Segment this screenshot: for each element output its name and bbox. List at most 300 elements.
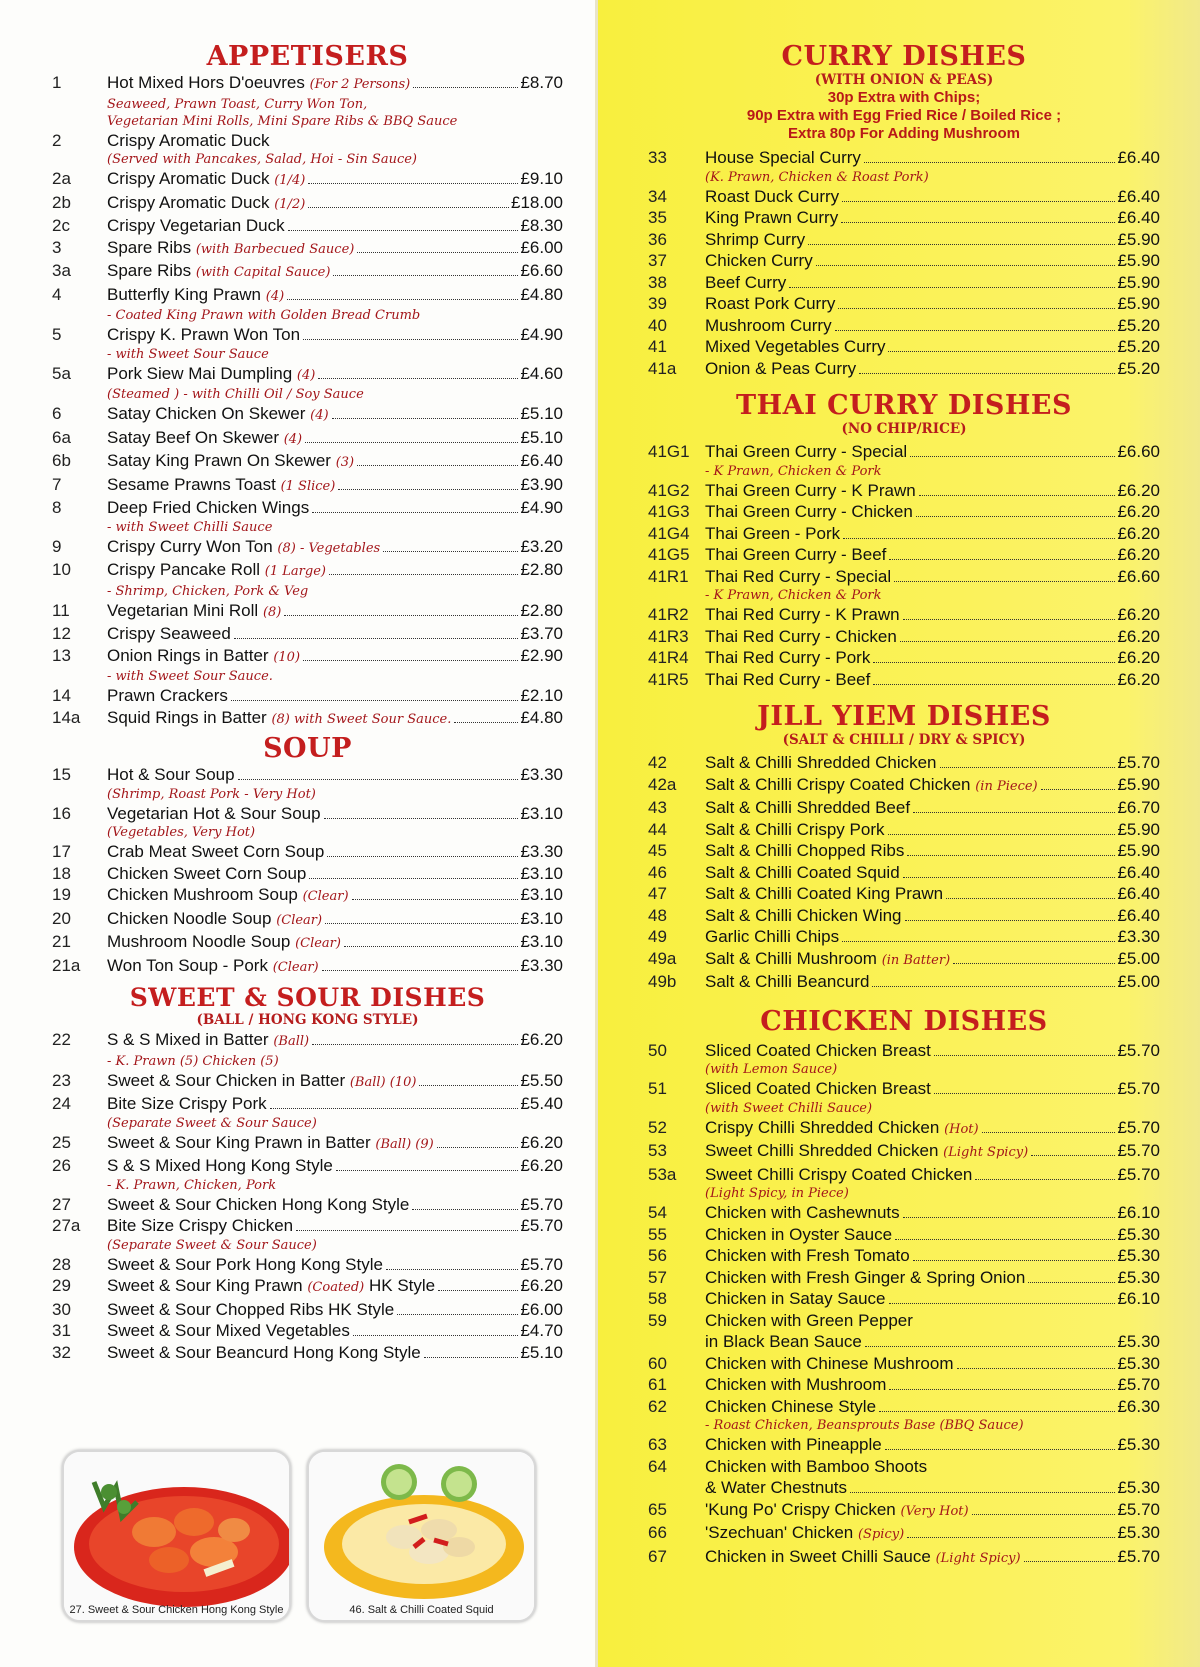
item-price: £5.90 xyxy=(1117,251,1160,270)
item-number: 41R3 xyxy=(648,626,689,646)
item-number: 16 xyxy=(52,803,71,823)
appetisers-list xyxy=(52,72,563,730)
item-name-text: Crispy Seaweed xyxy=(107,624,231,643)
item-name-text: Crispy Vegetarian Duck xyxy=(107,216,285,235)
item-name xyxy=(705,840,904,862)
thai-subheading: (NO CHIP/RICE) xyxy=(841,421,967,437)
item-name-text: Shrimp Curry xyxy=(705,229,806,249)
item-name-text: Thai Red Curry - Special xyxy=(705,566,892,586)
leader-dots xyxy=(913,1260,1116,1261)
item-price: £5.70 xyxy=(520,1216,563,1235)
item-name xyxy=(705,480,916,502)
item-number: 12 xyxy=(52,624,71,643)
menu-item xyxy=(648,1164,1160,1186)
item-price: £3.10 xyxy=(520,908,563,928)
item-number: 27a xyxy=(52,1216,81,1235)
item-note: (1 Slice) xyxy=(280,478,336,494)
leader-dots xyxy=(231,700,519,701)
leader-dots xyxy=(270,1108,519,1109)
menu-item xyxy=(52,623,563,645)
leader-dots xyxy=(288,230,519,231)
item-name xyxy=(107,908,322,932)
item-price: £5.10 xyxy=(520,427,563,447)
item-note: (Ball) (9) xyxy=(375,1136,434,1152)
item-note: (3) xyxy=(335,455,355,470)
item-name-text: Pork Siew Mai Dumpling xyxy=(107,363,293,383)
item-name xyxy=(107,1254,383,1276)
item-name xyxy=(107,884,349,908)
leader-dots xyxy=(284,615,518,616)
item-name-text: Salt & Chilli Chicken Wing xyxy=(705,905,902,925)
item-description: (with Lemon Sauce) xyxy=(705,1062,838,1077)
item-number: 29 xyxy=(52,1276,71,1295)
leader-dots xyxy=(888,351,1115,352)
menu-item xyxy=(648,926,1160,948)
menu-item xyxy=(648,647,1160,669)
soup-heading: SOUP xyxy=(263,733,352,764)
item-price: £6.20 xyxy=(1117,605,1160,624)
leader-dots xyxy=(841,222,1115,223)
item-name xyxy=(107,863,306,885)
item-name xyxy=(705,1456,927,1478)
item-description: - Roast Chicken, Beansprouts Base (BBQ Sauce) xyxy=(705,1418,1024,1433)
item-name-text: Salt & Chilli Mushroom xyxy=(705,948,877,968)
item-name xyxy=(705,669,870,691)
photo-caption-right: 46. Salt & Chilli Coated Squid xyxy=(349,1604,494,1616)
item-name xyxy=(107,645,300,669)
leader-dots xyxy=(842,201,1115,202)
menu-item xyxy=(648,250,1160,272)
item-name-text: Sweet Chilli Shredded Chicken xyxy=(705,1141,939,1160)
item-number: 61 xyxy=(648,1375,667,1394)
leader-dots xyxy=(903,877,1116,878)
menu-item xyxy=(648,1522,1160,1546)
item-name-text: S & S Mixed Hong Kong Style xyxy=(107,1156,333,1175)
item-name xyxy=(705,441,907,463)
leader-dots xyxy=(913,812,1115,813)
menu-item xyxy=(52,215,563,237)
item-name-text: Crab Meat Sweet Corn Soup xyxy=(107,842,325,861)
menu-item xyxy=(648,840,1160,862)
item-price: £5.30 xyxy=(1117,1246,1160,1265)
item-price: £3.10 xyxy=(520,885,563,904)
menu-item xyxy=(648,147,1160,169)
item-price: £8.70 xyxy=(520,73,563,92)
item-number: 59 xyxy=(648,1310,667,1330)
item-number: 21 xyxy=(52,932,71,951)
item-number: 6a xyxy=(52,427,71,447)
item-name xyxy=(107,623,231,645)
menu-item-continued xyxy=(648,1331,1160,1353)
menu-item xyxy=(52,1070,563,1094)
item-number: 2c xyxy=(52,216,70,235)
item-name xyxy=(107,803,321,825)
item-price: £3.10 xyxy=(520,932,563,951)
menu-item xyxy=(52,403,563,427)
item-price: £5.70 xyxy=(1117,753,1160,772)
menu-item xyxy=(648,480,1160,502)
item-price: £2.10 xyxy=(520,686,563,705)
item-name xyxy=(107,192,305,216)
leader-dots xyxy=(975,1179,1115,1180)
menu-item xyxy=(648,604,1160,626)
item-name-text: Chicken in Oyster Sauce xyxy=(705,1224,893,1244)
item-name xyxy=(107,559,326,583)
leader-dots xyxy=(383,551,518,552)
menu-item xyxy=(52,1155,563,1177)
leader-dots xyxy=(879,1411,1115,1412)
curry-heading: CURRY DISHES xyxy=(781,41,1027,72)
item-price: £3.90 xyxy=(520,474,563,494)
menu-item xyxy=(648,971,1160,993)
leader-dots xyxy=(238,779,519,780)
item-price: £5.00 xyxy=(1117,948,1160,968)
leader-dots xyxy=(808,244,1115,245)
leader-dots xyxy=(312,512,518,513)
item-number: 7 xyxy=(52,474,62,494)
menu-item xyxy=(52,764,563,786)
item-name-text: Sweet & Sour Beancurd Hong Kong Style xyxy=(107,1342,421,1362)
item-price: £4.60 xyxy=(520,363,563,383)
item-name xyxy=(705,774,1038,798)
leader-dots xyxy=(397,1314,518,1315)
left-column xyxy=(0,0,598,1667)
item-note: (in Piece) xyxy=(975,778,1038,794)
leader-dots xyxy=(303,660,518,661)
item-note: (Clear) xyxy=(272,959,319,975)
item-name-text: Bite Size Crispy Pork xyxy=(107,1094,267,1113)
item-price: £4.90 xyxy=(520,498,563,517)
item-number: 41R1 xyxy=(648,566,689,586)
item-name-text: Salt & Chilli Coated Squid xyxy=(705,862,900,882)
item-name-text: Chicken with Fresh Ginger & Spring Onion xyxy=(705,1267,1026,1287)
menu-item xyxy=(648,905,1160,927)
menu-item xyxy=(648,862,1160,884)
item-name xyxy=(107,955,319,979)
item-number: 46 xyxy=(648,862,667,882)
item-price: £5.70 xyxy=(520,1194,563,1214)
item-name xyxy=(107,841,324,863)
menu-item xyxy=(648,566,1160,588)
item-name-text: Salt & Chilli Crispy Pork xyxy=(705,819,885,839)
menu-item xyxy=(52,1093,563,1115)
item-description: - with Sweet Sour Sauce xyxy=(107,346,269,362)
leader-dots xyxy=(1031,1155,1115,1156)
item-name-text: Beef Curry xyxy=(705,272,787,292)
leader-dots xyxy=(903,1217,1116,1218)
item-name xyxy=(705,1140,1028,1164)
item-number: 43 xyxy=(648,798,667,817)
item-name xyxy=(705,1546,1021,1570)
item-name-text: Satay Beef On Skewer xyxy=(107,427,279,447)
item-number: 2 xyxy=(52,130,62,150)
item-name-text: Spare Ribs xyxy=(107,261,192,280)
item-description: - Coated King Prawn with Golden Bread Crumb xyxy=(107,308,421,323)
menu-item xyxy=(52,1275,563,1299)
item-number: 41G3 xyxy=(648,502,690,521)
item-price: £6.40 xyxy=(1117,208,1160,227)
item-number: 5 xyxy=(52,325,62,344)
thai-heading: THAI CURRY DISHES xyxy=(736,390,1072,421)
leader-dots xyxy=(308,183,518,184)
item-note: (1/2) xyxy=(274,196,306,212)
menu-item xyxy=(52,284,563,308)
menu-item xyxy=(52,1194,563,1216)
leader-dots xyxy=(234,638,519,639)
item-price: £5.30 xyxy=(1117,1267,1160,1287)
item-name xyxy=(107,497,309,519)
item-price: £6.60 xyxy=(1117,442,1160,461)
item-number: 50 xyxy=(648,1040,667,1060)
leader-dots xyxy=(972,1514,1116,1515)
leader-dots xyxy=(1024,1561,1116,1562)
menu-item xyxy=(648,1374,1160,1396)
menu-item xyxy=(648,1288,1160,1310)
item-name-text: Salt & Chilli Crispy Coated Chicken xyxy=(705,774,971,794)
item-name xyxy=(705,1434,882,1456)
item-price: £9.10 xyxy=(520,169,563,188)
item-number: 41G2 xyxy=(648,480,690,500)
sweet-sour-list xyxy=(52,1029,563,1363)
item-price: £5.30 xyxy=(1117,1478,1160,1497)
leader-dots xyxy=(318,378,518,379)
leader-dots xyxy=(903,619,1116,620)
item-name xyxy=(705,1164,972,1186)
item-number: 51 xyxy=(648,1079,667,1098)
item-name-text: Salt & Chilli Chopped Ribs xyxy=(705,841,905,860)
item-price: £2.80 xyxy=(520,560,563,579)
item-price: £6.40 xyxy=(1117,884,1160,903)
item-description: (Served with Pancakes, Salad, Hoi - Sin Sauce) xyxy=(107,152,417,167)
item-number: 24 xyxy=(52,1094,71,1113)
item-price: £5.10 xyxy=(520,1342,563,1362)
item-description: (Shrimp, Roast Pork - Very Hot) xyxy=(107,786,316,802)
item-price: £3.30 xyxy=(1117,927,1160,946)
item-price: £5.90 xyxy=(1117,841,1160,860)
item-name xyxy=(705,544,886,566)
item-name xyxy=(705,1040,931,1062)
item-name xyxy=(107,1320,350,1342)
item-price: £6.00 xyxy=(520,1299,563,1319)
chicken-list xyxy=(648,1040,1160,1570)
leader-dots xyxy=(789,287,1115,288)
leader-dots xyxy=(910,456,1115,457)
item-name-text: Thai Green Curry - Chicken xyxy=(705,502,913,521)
leader-dots xyxy=(322,970,519,971)
item-number: 30 xyxy=(52,1299,71,1319)
item-number: 26 xyxy=(52,1156,71,1175)
item-name-text: Crispy Curry Won Ton xyxy=(107,536,273,556)
jill-yiem-heading: JILL YIEM DISHES xyxy=(757,701,1051,732)
item-name xyxy=(705,1224,892,1246)
item-name-text: Crispy Pancake Roll xyxy=(107,560,261,579)
item-number: 42 xyxy=(648,753,667,772)
item-number: 42a xyxy=(648,774,677,794)
item-number: 41G4 xyxy=(648,523,690,543)
menu-item xyxy=(52,1132,563,1156)
item-name xyxy=(705,1374,886,1396)
item-name-text: Salt & Chilli Shredded Chicken xyxy=(705,753,937,772)
item-name xyxy=(107,1194,409,1216)
item-price: £4.70 xyxy=(520,1321,563,1340)
item-price: £6.60 xyxy=(520,261,563,280)
item-name xyxy=(705,883,943,905)
item-number: 56 xyxy=(648,1246,667,1265)
item-number: 53 xyxy=(648,1141,667,1160)
item-name-text: Onion & Peas Curry xyxy=(705,358,857,378)
item-name-text: Crispy Aromatic Duck xyxy=(107,192,270,212)
item-name xyxy=(107,324,300,346)
menu-item xyxy=(52,1342,563,1364)
item-name xyxy=(705,1353,954,1375)
item-price: £5.30 xyxy=(1117,1332,1160,1351)
item-name-text: 'Szechuan' Chicken xyxy=(705,1523,854,1542)
leader-dots xyxy=(333,275,518,276)
item-name xyxy=(107,1342,421,1364)
item-price: £5.70 xyxy=(520,1254,563,1274)
item-name xyxy=(705,797,910,819)
item-name-text: Bite Size Crispy Chicken xyxy=(107,1216,294,1235)
leader-dots xyxy=(1041,789,1116,790)
item-name xyxy=(705,336,885,358)
item-name xyxy=(107,237,354,261)
item-note: (Spicy) xyxy=(857,1527,905,1542)
item-number: 53a xyxy=(648,1164,677,1184)
menu-item xyxy=(648,1546,1160,1570)
item-name-text: Sliced Coated Chicken Breast xyxy=(705,1079,931,1098)
item-number: 62 xyxy=(648,1396,667,1416)
item-price: £6.40 xyxy=(520,451,563,470)
item-number: 52 xyxy=(648,1117,667,1137)
item-name xyxy=(107,215,285,237)
item-price: £6.20 xyxy=(520,1132,563,1152)
item-price: £5.90 xyxy=(1117,774,1160,794)
menu-item xyxy=(648,358,1160,380)
item-note: (with Capital Sauce) xyxy=(195,265,331,280)
item-number: 34 xyxy=(648,186,667,206)
item-name-text: Salt & Chilli Beancurd xyxy=(705,972,870,991)
menu-item xyxy=(648,315,1160,337)
item-name xyxy=(705,1117,979,1141)
item-number: 41G1 xyxy=(648,442,690,461)
menu-item xyxy=(52,72,563,96)
item-name-text: Spare Ribs xyxy=(107,237,192,257)
item-price: £5.90 xyxy=(1117,272,1160,292)
jill-yiem-list xyxy=(648,752,1160,993)
leader-dots xyxy=(336,1170,519,1171)
item-name xyxy=(107,931,341,955)
item-description: - K. Prawn (5) Chicken (5) xyxy=(107,1053,279,1069)
item-note: (8) - Vegetables xyxy=(277,540,381,556)
item-name xyxy=(705,1078,931,1100)
item-price: £8.30 xyxy=(520,216,563,235)
item-name-text: Salt & Chilli Coated King Prawn xyxy=(705,884,944,903)
item-price: £5.90 xyxy=(1117,819,1160,839)
item-number: 63 xyxy=(648,1435,667,1454)
item-name xyxy=(107,1093,267,1115)
item-name xyxy=(705,1310,913,1332)
leader-dots xyxy=(900,641,1116,642)
jill-yiem-subheading: (SALT & CHILLI / DRY & SPICY) xyxy=(782,732,1026,748)
item-price: £4.80 xyxy=(520,707,563,727)
menu-item xyxy=(52,237,563,261)
item-name-text: Butterfly King Prawn xyxy=(107,284,262,304)
menu-item xyxy=(52,130,563,152)
item-note: (Hot) xyxy=(944,1121,979,1137)
item-number: 6b xyxy=(52,451,71,470)
item-name-text: Thai Red Curry - Pork xyxy=(705,648,871,667)
menu-item xyxy=(648,797,1160,819)
leader-dots xyxy=(287,299,518,300)
item-name xyxy=(705,315,832,337)
item-name xyxy=(705,752,937,774)
item-description: (with Sweet Chilli Sauce) xyxy=(705,1100,873,1116)
salt-chilli-squid-image xyxy=(309,1452,534,1620)
item-note: (4) xyxy=(310,408,329,423)
item-name xyxy=(107,363,315,387)
item-price: £3.70 xyxy=(520,624,563,643)
leader-dots xyxy=(850,1492,1115,1493)
item-price: £6.20 xyxy=(1117,502,1160,521)
item-note: (4) xyxy=(296,367,316,383)
leader-dots xyxy=(424,1357,519,1358)
item-number: 31 xyxy=(52,1321,71,1340)
item-number: 27 xyxy=(52,1194,71,1214)
item-number: 38 xyxy=(648,272,667,292)
item-name xyxy=(705,1202,900,1224)
photo-sweet-sour-chicken xyxy=(62,1450,291,1622)
item-description: - K Prawn, Chicken & Pork xyxy=(705,588,882,603)
menu-item xyxy=(648,544,1160,566)
leader-dots xyxy=(894,581,1115,582)
menu-item xyxy=(52,192,563,216)
menu-item xyxy=(648,1396,1160,1418)
item-name-text: Deep Fried Chicken Wings xyxy=(107,498,310,517)
item-name xyxy=(107,474,335,498)
item-number: 19 xyxy=(52,885,71,904)
item-name-text: Thai Green Curry - Special xyxy=(705,442,908,461)
item-name-text: Satay King Prawn On Skewer xyxy=(107,451,331,470)
item-price: £6.40 xyxy=(1117,862,1160,882)
leader-dots xyxy=(907,1537,1115,1538)
leader-dots xyxy=(889,1389,1115,1390)
curry-note-2: 90p Extra with Egg Fried Rice / Boiled Rice ; xyxy=(746,107,1062,124)
menu-item xyxy=(52,1215,563,1237)
item-name xyxy=(107,1070,416,1094)
item-price: £5.40 xyxy=(520,1094,563,1113)
item-name-text: Chicken in Sweet Chilli Sauce xyxy=(705,1546,931,1566)
item-name-text: Sliced Coated Chicken Breast xyxy=(705,1040,931,1060)
item-name xyxy=(705,626,897,648)
leader-dots xyxy=(940,767,1116,768)
leader-dots xyxy=(889,1303,1116,1304)
item-description: (Separate Sweet & Sour Sauce) xyxy=(107,1115,317,1131)
leader-dots xyxy=(916,516,1116,517)
item-number: 14a xyxy=(52,707,81,727)
item-name xyxy=(705,905,902,927)
item-name-text: Chicken Chinese Style xyxy=(705,1396,877,1416)
item-description: (Vegetables, Very Hot) xyxy=(107,825,256,840)
item-note: (Ball) xyxy=(273,1034,310,1049)
item-name-text: House Special Curry xyxy=(705,148,861,167)
leader-dots xyxy=(842,941,1115,942)
leader-dots xyxy=(957,1368,1116,1369)
item-number: 48 xyxy=(648,905,667,925)
item-number: 11 xyxy=(52,600,70,620)
item-price: £6.20 xyxy=(1117,523,1160,543)
curry-note-1: 30p Extra with Chips; xyxy=(827,89,981,106)
menu-item xyxy=(52,707,563,731)
